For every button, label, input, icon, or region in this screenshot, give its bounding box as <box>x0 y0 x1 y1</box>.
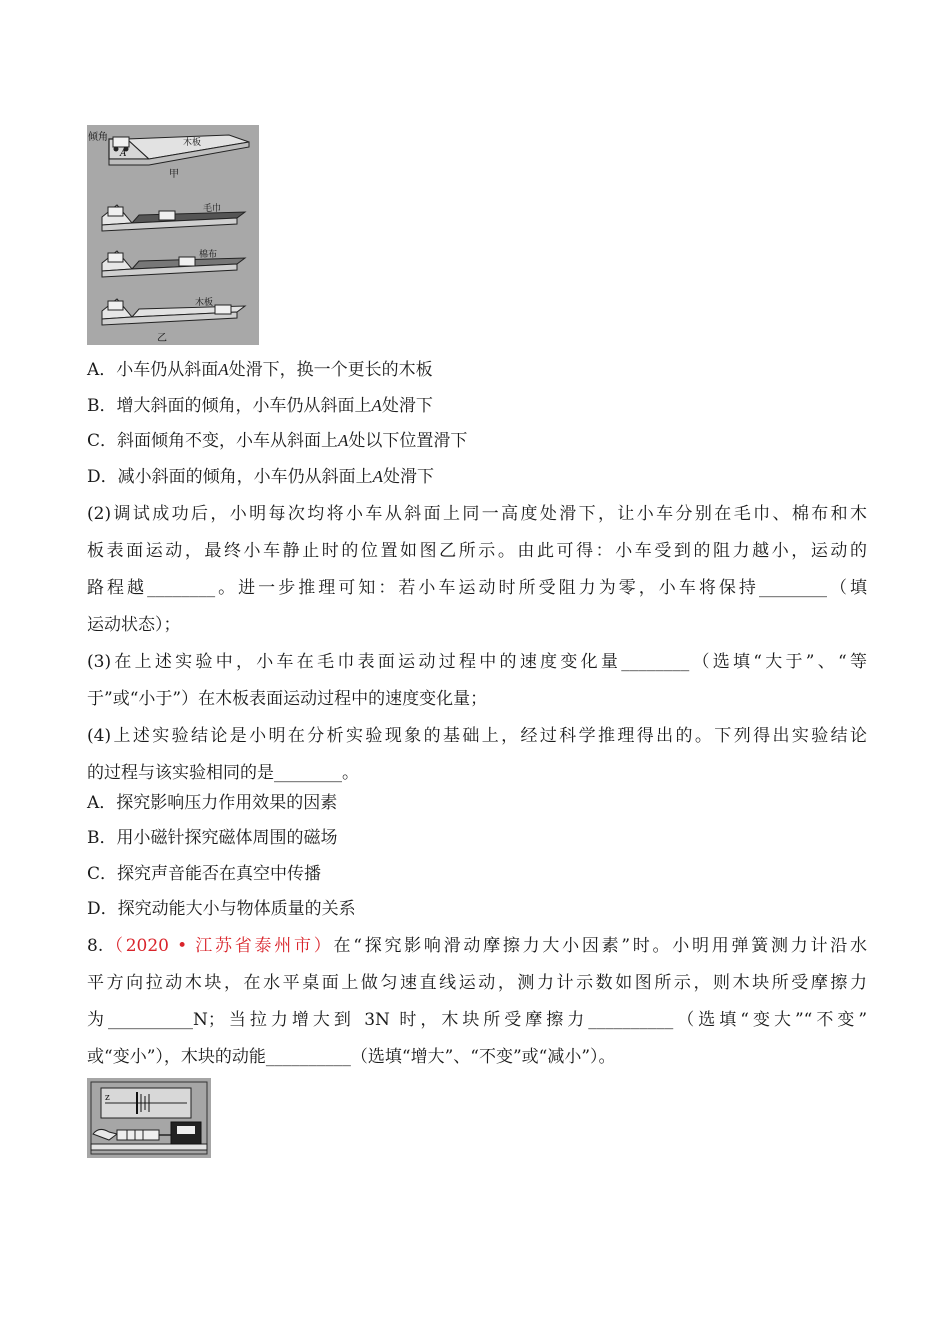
answer-blank[interactable]: ________ <box>758 578 827 598</box>
q2-line-2: 板表面运动，最终小车静止时的位置如图乙所示。由此可得：小车受到的阻力越小，运动的 <box>87 541 867 561</box>
spring-scale <box>117 1130 159 1140</box>
answer-blank[interactable]: ________ <box>147 578 216 598</box>
answer-blank[interactable]: __________ <box>588 1010 674 1030</box>
q4-option-d: D．探究动能大小与物体质量的关系 <box>87 899 356 919</box>
q8-line-1: 8.（2020 • 江苏省泰州市）在“探究影响滑动摩擦力大小因素”时。小明用弹簧测力计沿水 <box>87 936 867 956</box>
q3-line-2: 于”或“小于”）在木板表面运动过程中的速度变化量； <box>87 689 488 709</box>
board-label-top: 木板 <box>183 138 202 148</box>
towel-label: 毛巾 <box>203 204 222 214</box>
q4-option-b: B．用小磁针探究磁体周围的磁场 <box>87 828 338 848</box>
car-icon <box>113 137 129 147</box>
jia-label: 甲 <box>169 169 179 180</box>
q4-option-c: C．探究声音能否在真空中传播 <box>87 864 322 884</box>
q8-line-2: 平方向拉动木块，在水平桌面上做匀速直线运动，测力计示数如图所示，则木块所受摩擦力 <box>87 973 867 993</box>
answer-blank[interactable]: ________ <box>274 763 342 783</box>
answer-blank[interactable]: __________ <box>108 1010 193 1030</box>
point-a-label: A <box>120 149 127 159</box>
q1-option-d: D．减小斜面的倾角，小车仍从斜面上A处滑下 <box>87 467 435 487</box>
q2-line-1: (2)调试成功后，小明每次均将小车从斜面上同一高度处滑下，让小车分别在毛巾、棉布和木 <box>87 504 867 524</box>
q1-option-b: B．增大斜面的倾角，小车仍从斜面上A处滑下 <box>87 396 433 416</box>
answer-blank[interactable]: ________ <box>621 652 690 672</box>
q1-option-c: C．斜面倾角不变，小车从斜面上A处以下位置滑下 <box>87 431 468 451</box>
q1-option-a: A．小车仍从斜面A处滑下，换一个更长的木板 <box>87 360 433 380</box>
q3-line-1: (3)在上述实验中，小车在毛巾表面运动过程中的速度变化量________（选填“大于”、“等 <box>87 652 867 672</box>
cotton-label: 棉布 <box>199 250 218 260</box>
angle-label: 倾角 <box>88 132 108 143</box>
q4-option-a: A．探究影响压力作用效果的因素 <box>87 793 338 813</box>
yi-label: 乙 <box>157 333 167 344</box>
answer-blank[interactable]: __________ <box>265 1047 351 1067</box>
spring-scale-figure <box>87 1078 211 1158</box>
question-source: （2020 • 江苏省泰州市） <box>103 936 334 956</box>
inclined-plane-figure <box>87 125 259 345</box>
q4-line-2: 的过程与该实验相同的是________。 <box>87 763 359 783</box>
q2-line-4: 运动状态）； <box>87 615 181 635</box>
scale-z-label: z <box>105 1093 110 1103</box>
q8-line-4: 或“变小”），木块的动能__________（选填“增大”、“不变”或“减小”）。 <box>87 1047 616 1067</box>
q2-line-3: 路程越________。进一步推理可知：若小车运动时所受阻力为零，小车将保持________（填 <box>87 578 868 598</box>
q8-line-3: 为__________N；当拉力增大到 3N 时，木块所受摩擦力__________（选填“变大”“不变” <box>87 1010 868 1030</box>
q4-line-1: (4)上述实验结论是小明在分析实验现象的基础上，经过科学推理得出的。下列得出实验结论 <box>87 726 867 746</box>
board-label: 木板 <box>195 298 214 308</box>
